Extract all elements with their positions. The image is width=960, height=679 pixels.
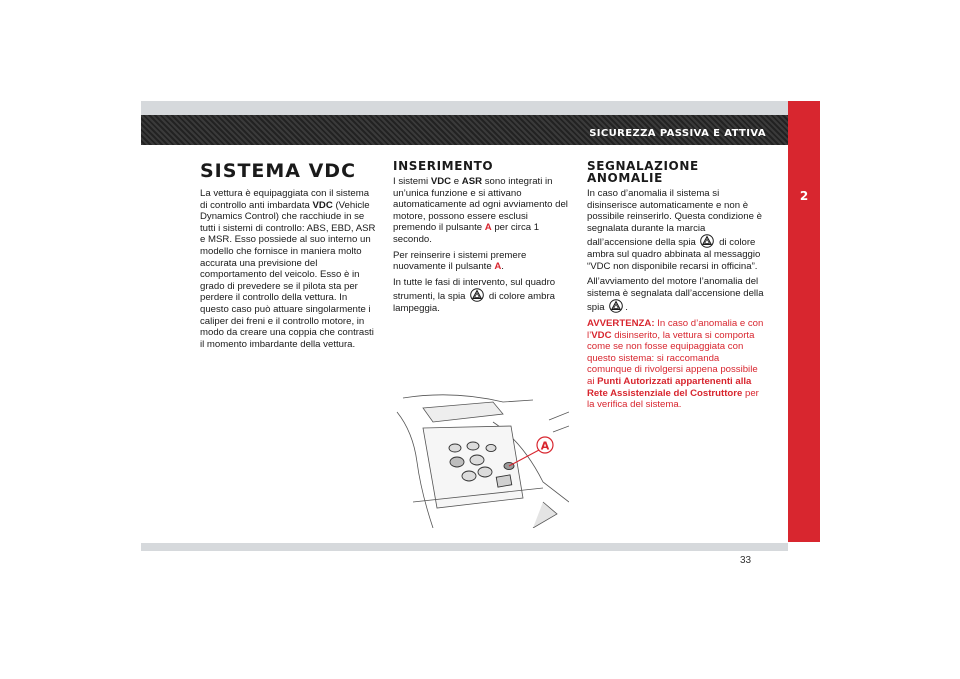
vdc-description (200, 188, 376, 350)
authorized-network-term: Punti Autorizzati appartenenti alla Rete Assistenziale del Costruttore (587, 375, 752, 399)
text-run: La vettura è equipaggiata con il sistema di controllo anti imbardata (200, 188, 370, 211)
text-run: . (501, 261, 504, 273)
text-run: disinserito, la vettura si comporta come se non fosse equipaggiata con questo sistema: si raccomanda comunque di rivolgersi appena possibile ai (587, 329, 758, 387)
figure-label-a: A (540, 439, 550, 453)
page-number: 33 (740, 555, 752, 566)
vdc-term: VDC (591, 329, 612, 341)
inserimento-paragraph-3 (393, 277, 569, 315)
anomalie-paragraph-2 (587, 276, 765, 314)
text-run: (Vehicle Dynamics Control) che racchiude in se tutti i sistemi di controllo: ABS, EBD, ASR e MSR. Esso possiede al suo interno un modello che fornisce in maniera molto accurata una previsione del comportamento del veicolo. Esso è in grado di prevedere se il pilota sta per perdere il controllo della vettura. In questo caso può attuare singolarmente i caliper dei freni e il controllo motore, in modo da creare una coppia che contrasti il momento imbardante della vettura. (200, 199, 376, 350)
text-run: I sistemi (393, 176, 431, 187)
title-line: SEGNALAZIONE (587, 159, 699, 173)
warning-triangle-icon (470, 288, 484, 302)
vdc-term: VDC (312, 199, 333, 211)
text-run: di colore ambra sul quadro abbinata al messaggio “VDC non disponibile recarsi in officina”. (587, 237, 761, 272)
warning-paragraph (587, 318, 765, 411)
inserimento-paragraph-1 (393, 176, 569, 246)
text-run: In caso d’anomalia il sistema si disinserisce automaticamente e non è possibile reinserirlo. Questa condizione è segnalata durante la marcia dall’accensione della spia (587, 188, 762, 249)
chapter-tab (788, 101, 820, 542)
chapter-number: 2 (799, 189, 809, 203)
title-line: ANOMALIE (587, 171, 663, 185)
vdc-term: VDC (430, 176, 452, 187)
asr-term: ASR (461, 176, 483, 187)
button-a-ref: A (494, 261, 502, 273)
text-run: Per reinserire i sistemi premere nuovamente il pulsante (393, 249, 527, 273)
button-a-ref: A (484, 222, 492, 234)
section-header-title: SICUREZZA PASSIVA E ATTIVA (589, 128, 766, 139)
text-run: sono integrati in un’unica funzione e si attivano automaticamente ad ogni avviamento del motore, possono essere esclusi premendo il pulsante (393, 176, 568, 234)
header-bar (141, 115, 788, 145)
text-run: All’avviamento del motore l’anomalia del sistema è segnalata dall’accensione della spia (587, 276, 764, 314)
text-run: per circa 1 secondo. (393, 222, 540, 245)
text-run: e (451, 176, 462, 187)
warning-label: AVVERTENZA: (587, 317, 655, 329)
text-run: In caso d’anomalia e con l’ (587, 317, 764, 341)
warning-triangle-icon (609, 299, 623, 313)
top-band (141, 101, 788, 115)
section-title-inserimento: INSERIMENTO (393, 159, 494, 173)
column-segnalazione-anomalie (587, 160, 765, 415)
console-drawing (393, 392, 569, 528)
text-run: . (625, 302, 628, 314)
console-illustration (393, 392, 569, 528)
column-sistema-vdc (200, 160, 376, 354)
warning-triangle-icon (700, 234, 714, 248)
page-title: SISTEMA VDC (200, 160, 357, 182)
anomalie-paragraph-1 (587, 188, 765, 272)
text-run: In tutte le fasi di intervento, sul quadro strumenti, la spia (393, 276, 556, 303)
section-title-segnalazione (587, 160, 765, 184)
column-inserimento (393, 160, 569, 319)
inserimento-paragraph-2 (393, 250, 569, 273)
text-run: per la verifica del sistema. (587, 387, 759, 411)
bottom-band (141, 543, 788, 551)
text-run: di colore ambra lampeggia. (393, 291, 555, 314)
